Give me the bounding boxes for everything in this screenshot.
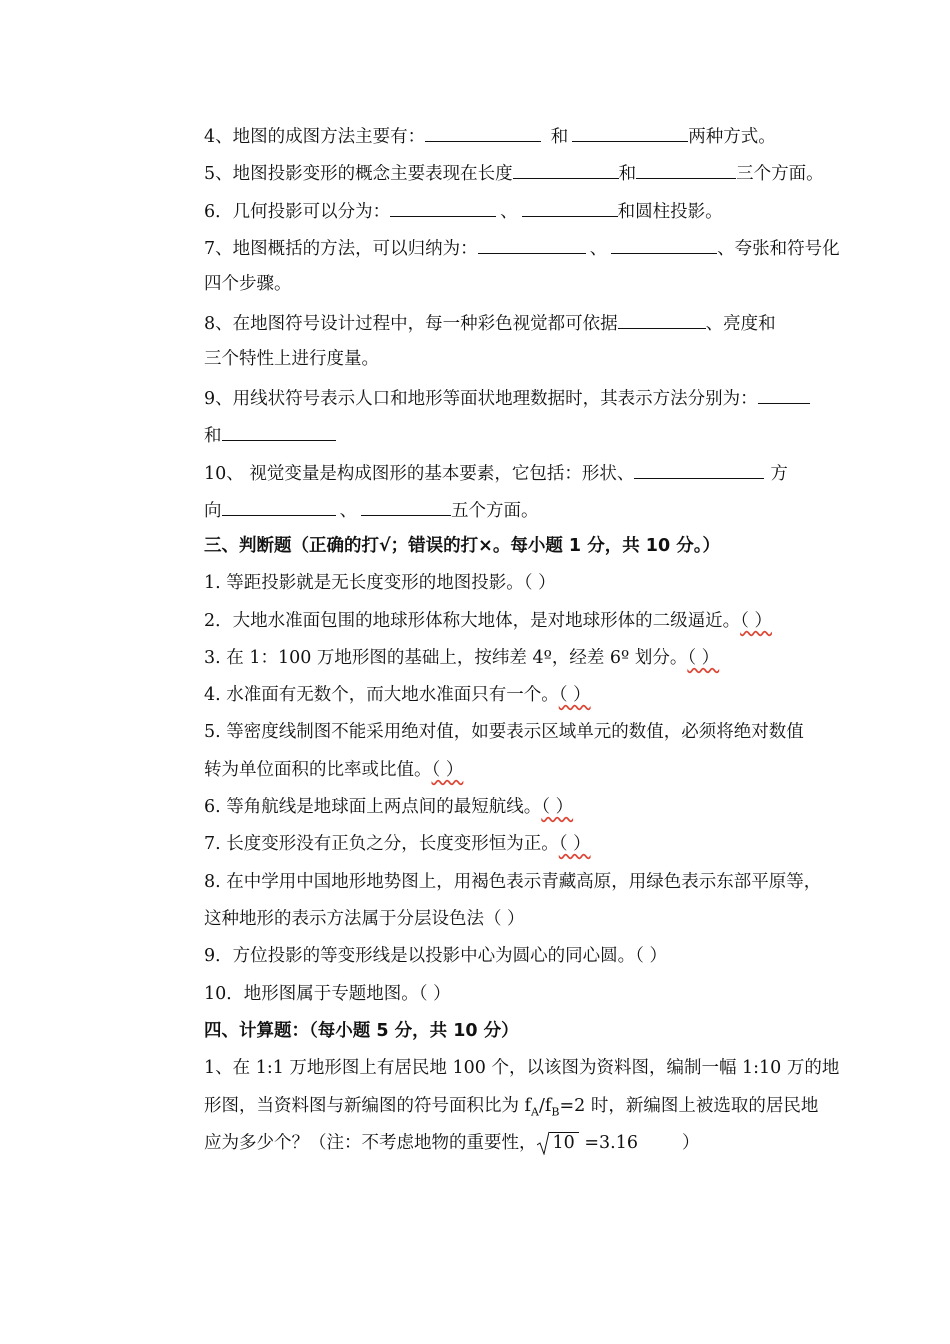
subscript: B <box>551 1105 560 1119</box>
question-text: 应为多少个？（注：不考虑地物的重要性， <box>204 1133 537 1153</box>
question-text: 形图，当资料图与新编图的符号面积比为 f <box>204 1096 532 1116</box>
judge-item-9 <box>204 944 860 968</box>
question-text: ） <box>681 1133 700 1153</box>
calc-question-1-line2 <box>204 1094 860 1125</box>
question-text: 10、 视觉变量是构成图形的基本要素，它包括：形状、 <box>204 464 635 484</box>
question-10 <box>204 460 860 486</box>
question-text: /f <box>539 1096 552 1116</box>
item-text: 9．方位投影的等变形线是以投影中心为圆心的同心圆。（ ） <box>204 946 667 966</box>
item-text: 8. 在中学用中国地形地势图上，用褐色表示青藏高原，用绿色表示东部平原等， <box>204 872 822 892</box>
judge-item-4 <box>204 683 860 707</box>
answer-bracket[interactable]: （ ） <box>541 797 574 817</box>
question-text: 、亮度和 <box>705 314 776 334</box>
judge-item-8-cont <box>204 907 860 931</box>
question-text: 4、地图的成图方法主要有： <box>204 127 426 147</box>
answer-blank[interactable] <box>425 123 541 142</box>
judge-item-5 <box>204 720 860 744</box>
answer-blank[interactable] <box>513 160 619 179</box>
radicand: 10 <box>549 1132 579 1153</box>
item-text: 10．地形图属于专题地图。（ ） <box>204 984 451 1004</box>
question-9-cont <box>204 422 860 448</box>
item-text: 7. 长度变形没有正负之分，长度变形恒为正。 <box>204 834 559 854</box>
section-4-heading: 四、计算题：（每小题 5 分，共 10 分） <box>204 1021 519 1041</box>
calc-question-1-line3 <box>204 1131 860 1155</box>
answer-bracket[interactable]: （ ） <box>558 834 591 854</box>
question-7 <box>204 235 860 261</box>
answer-blank[interactable] <box>390 198 496 217</box>
answer-bracket[interactable]: （ ） <box>740 611 772 631</box>
question-text: 和圆柱投影。 <box>617 202 723 222</box>
question-text: 9、用线状符号表示人口和地形等面状地理数据时，其表示方法分别为： <box>204 389 758 409</box>
question-8-cont <box>204 347 860 371</box>
answer-bracket[interactable]: （ ） <box>431 760 464 780</box>
judge-item-2 <box>204 609 860 633</box>
answer-blank[interactable] <box>758 385 810 404</box>
radical-sign-icon <box>537 1131 549 1155</box>
sqrt-expression <box>537 1131 579 1155</box>
answer-blank[interactable] <box>611 235 717 254</box>
question-text: 三个特性上进行度量。 <box>204 349 379 369</box>
section-3-heading: 三、判断题（正确的打√；错误的打×。每小题 1 分，共 10 分。） <box>204 536 720 556</box>
item-text: 3. 在 1：100 万地形图的基础上，按纬差 4º，经差 6º 划分。 <box>204 648 688 668</box>
question-text: 、 <box>339 501 357 521</box>
answer-blank[interactable] <box>522 198 618 217</box>
item-text: 4. 水准面有无数个，而大地水准面只有一个。 <box>204 685 559 705</box>
question-7-cont <box>204 272 860 296</box>
question-text: 、 <box>500 202 518 222</box>
judge-item-6 <box>204 795 860 819</box>
question-text: =3.16 <box>578 1133 638 1153</box>
item-text: 5. 等密度线制图不能采用绝对值，如要表示区域单元的数值，必须将绝对数值 <box>204 722 804 742</box>
subscript: A <box>531 1105 539 1119</box>
question-text: 方 <box>770 464 788 484</box>
judge-item-8 <box>204 870 860 894</box>
judge-item-5-cont <box>204 758 860 782</box>
answer-blank[interactable] <box>636 160 736 179</box>
answer-blank[interactable] <box>222 497 336 516</box>
answer-blank[interactable] <box>222 422 336 441</box>
judge-item-10 <box>204 982 860 1006</box>
question-9 <box>204 385 860 411</box>
question-4 <box>204 123 860 149</box>
answer-blank[interactable] <box>361 497 451 516</box>
question-text: =2 时，新编图上被选取的居民地 <box>559 1096 819 1116</box>
question-text: 和 <box>618 164 637 184</box>
judge-item-7 <box>204 832 860 856</box>
answer-blank[interactable] <box>572 123 688 142</box>
judge-item-3 <box>204 646 860 670</box>
item-text: 这种地形的表示方法属于分层设色法（ ） <box>204 909 525 929</box>
question-text: 5、地图投影变形的概念主要表现在长度 <box>204 164 513 184</box>
answer-blank[interactable] <box>478 235 586 254</box>
answer-blank[interactable] <box>634 460 764 479</box>
question-text: 1、在 1:1 万地形图上有居民地 100 个，以该图为资料图，编制一幅 1:10 万的地 <box>204 1058 840 1078</box>
question-text: 三个方面。 <box>736 164 824 184</box>
question-8 <box>204 310 860 336</box>
question-text: 五个方面。 <box>451 501 539 521</box>
question-text: 四个步骤。 <box>204 274 292 294</box>
judge-item-1 <box>204 571 860 595</box>
item-text: 6. 等角航线是地球面上两点间的最短航线。 <box>204 797 542 817</box>
question-text: 和 <box>204 426 222 446</box>
question-text: 6．几何投影可以分为： <box>204 202 391 222</box>
item-text: 2．大地水准面包围的地球形体称大地体，是对地球形体的二级逼近。 <box>204 611 741 631</box>
answer-blank[interactable] <box>618 310 706 329</box>
answer-bracket[interactable]: （ ） <box>558 685 591 705</box>
calc-question-1 <box>204 1056 860 1080</box>
question-text: 8、在地图符号设计过程中，每一种彩色视觉都可依据 <box>204 314 618 334</box>
question-5 <box>204 160 860 186</box>
question-text: 、夸张和符号化 <box>717 239 840 259</box>
question-text: 、 <box>589 239 608 259</box>
question-text: 向 <box>204 501 222 521</box>
item-text: 转为单位面积的比率或比值。 <box>204 760 432 780</box>
question-text: 7、地图概括的方法，可以归纳为： <box>204 239 478 259</box>
question-text: 和 <box>550 127 569 147</box>
answer-bracket[interactable]: （ ） <box>687 648 720 668</box>
question-10-cont <box>204 497 860 523</box>
question-6 <box>204 198 860 224</box>
question-text: 两种方式。 <box>688 127 776 147</box>
item-text: 1. 等距投影就是无长度变形的地图投影。（ ） <box>204 573 556 593</box>
